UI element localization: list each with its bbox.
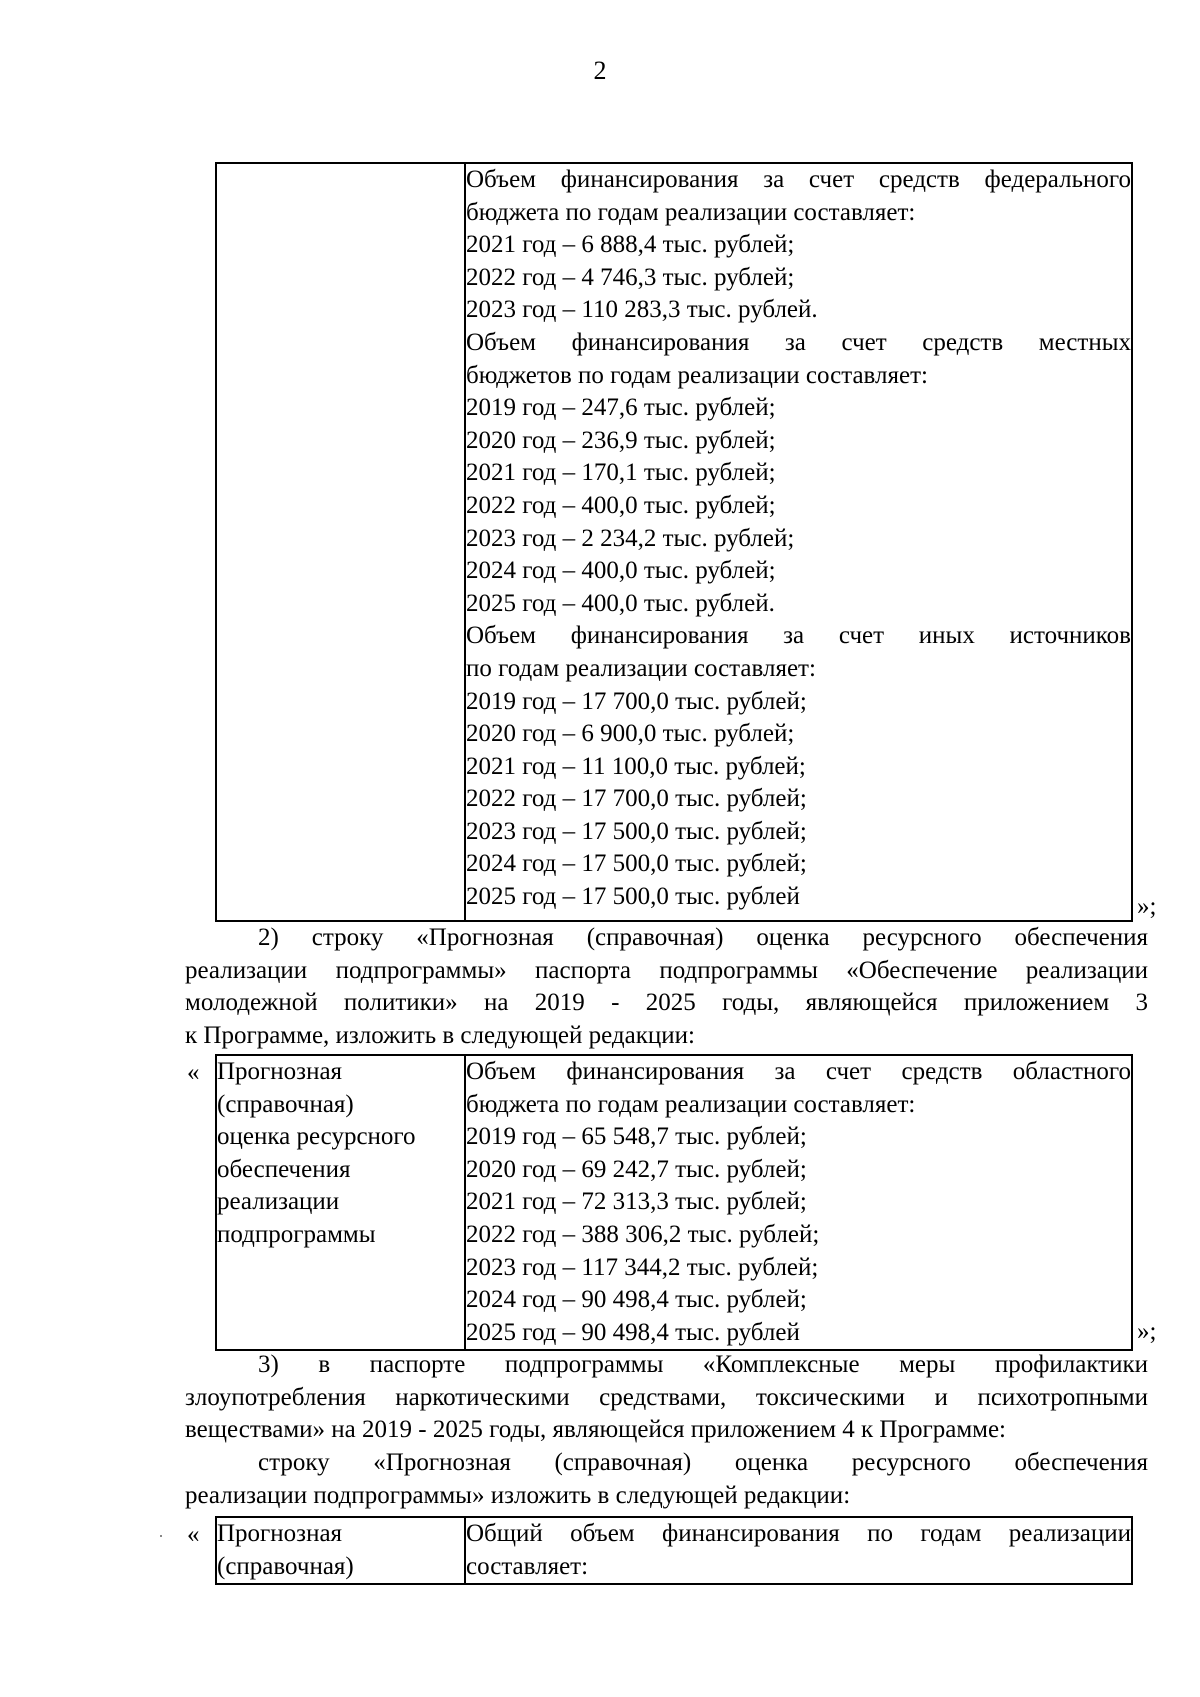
paragraph-line: реализации подпрограммы» паспорта подпрограммы «Обеспечение реализации <box>185 956 1148 984</box>
text-line: 2023 год – 110 283,3 тыс. рублей. <box>466 296 818 324</box>
text-line: 2025 год – 90 498,4 тыс. рублей <box>466 1318 800 1346</box>
paragraph-line: 2) строку «Прогнозная (справочная) оценка ресурсного обеспечения <box>258 924 1148 951</box>
text-line: 2020 год – 69 242,7 тыс. рублей; <box>466 1155 807 1183</box>
text-line: Общий объем финансирования по годам реализации <box>466 1520 1131 1547</box>
text-line: Прогнозная <box>217 1520 343 1547</box>
text-line: оценка ресурсного <box>217 1123 416 1151</box>
text-line: составляет: <box>466 1552 589 1580</box>
text-line: 2022 год – 4 746,3 тыс. рублей; <box>466 263 795 291</box>
text-line: реализации <box>217 1188 340 1216</box>
text-line: 2021 год – 170,1 тыс. рублей; <box>466 459 776 487</box>
text-line: Прогнозная <box>217 1058 343 1085</box>
text-line: 2021 год – 72 313,3 тыс. рублей; <box>466 1188 807 1216</box>
text-line: бюджетов по годам реализации составляет: <box>466 361 928 389</box>
text-line: 2019 год – 17 700,0 тыс. рублей; <box>466 687 807 715</box>
text-line: 2023 год – 2 234,2 тыс. рублей; <box>466 524 795 552</box>
text-line: 2021 год – 6 888,4 тыс. рублей; <box>466 231 795 259</box>
paragraph-item-3 <box>185 1349 1148 1447</box>
text-line: Объем финансирования за счет средств местных <box>466 328 1131 356</box>
text-line: (справочная) <box>217 1090 354 1118</box>
opening-quote: « <box>187 1059 200 1086</box>
paragraph-line: реализации подпрограммы» изложить в следующей редакции: <box>185 1481 851 1509</box>
text-line: 2024 год – 400,0 тыс. рублей; <box>466 557 776 585</box>
text-line: 2019 год – 65 548,7 тыс. рублей; <box>466 1123 807 1151</box>
closing-quote: »; <box>1137 1318 1157 1345</box>
text-line: 2020 год – 236,9 тыс. рублей; <box>466 426 776 454</box>
paragraph-row-instruction <box>185 1447 1148 1512</box>
paragraph-line: строку «Прогнозная (справочная) оценка ресурсного обеспечения <box>258 1449 1148 1476</box>
page-number: 2 <box>593 56 607 85</box>
text-line: 2023 год – 117 344,2 тыс. рублей; <box>466 1253 819 1281</box>
text-line: 2024 год – 17 500,0 тыс. рублей; <box>466 850 807 878</box>
text-line: 2022 год – 400,0 тыс. рублей; <box>466 491 776 519</box>
text-line: 2022 год – 388 306,2 тыс. рублей; <box>466 1220 820 1248</box>
text-line: (справочная) <box>217 1552 354 1580</box>
text-line: бюджета по годам реализации составляет: <box>466 1090 916 1118</box>
paragraph-line: веществами» на 2019 - 2025 годы, являющейся приложением 4 к Программе: <box>185 1416 1006 1444</box>
funding-table-1 <box>215 162 1133 922</box>
table3-left-cell <box>216 1517 465 1584</box>
text-line: 2020 год – 6 900,0 тыс. рублей; <box>466 720 795 748</box>
text-line: 2024 год – 90 498,4 тыс. рублей; <box>466 1286 807 1314</box>
table2-right-cell <box>465 1055 1132 1350</box>
text-line: Объем финансирования за счет средств федерального <box>466 166 1131 193</box>
closing-quote: »; <box>1137 893 1157 920</box>
text-line: Объем финансирования за счет средств областного <box>466 1058 1131 1085</box>
table3-right-cell <box>465 1517 1132 1584</box>
text-line: Объем финансирования за счет иных источников <box>466 622 1131 650</box>
table1-left-cell <box>216 163 465 921</box>
table1-right-cell <box>465 163 1132 921</box>
text-line: обеспечения <box>217 1155 351 1183</box>
funding-table-2 <box>215 1054 1133 1351</box>
table2-left-cell <box>216 1055 465 1350</box>
paragraph-line: молодежной политики» на 2019 - 2025 годы, являющейся приложением 3 <box>185 989 1148 1017</box>
text-line: 2025 год – 17 500,0 тыс. рублей <box>466 883 800 911</box>
opening-quote: « <box>187 1521 200 1548</box>
text-line: 2021 год – 11 100,0 тыс. рублей; <box>466 752 806 780</box>
text-line: подпрограммы <box>217 1220 376 1248</box>
text-line: 2025 год – 400,0 тыс. рублей. <box>466 589 775 617</box>
text-line: бюджета по годам реализации составляет: <box>466 198 916 226</box>
text-line: 2019 год – 247,6 тыс. рублей; <box>466 394 776 422</box>
paragraph-line: к Программе, изложить в следующей редакции: <box>185 1021 695 1049</box>
paragraph-line: 3) в паспорте подпрограммы «Комплексные меры профилактики <box>258 1351 1148 1378</box>
funding-table-3 <box>215 1516 1133 1585</box>
paragraph-item-2 <box>185 922 1148 1052</box>
text-line: 2022 год – 17 700,0 тыс. рублей; <box>466 785 807 813</box>
text-line: 2023 год – 17 500,0 тыс. рублей; <box>466 817 807 845</box>
scan-speck <box>160 1535 162 1537</box>
text-line: по годам реализации составляет: <box>466 654 816 682</box>
paragraph-line: злоупотребления наркотическими средствами, токсическими и психотропными <box>185 1383 1148 1411</box>
